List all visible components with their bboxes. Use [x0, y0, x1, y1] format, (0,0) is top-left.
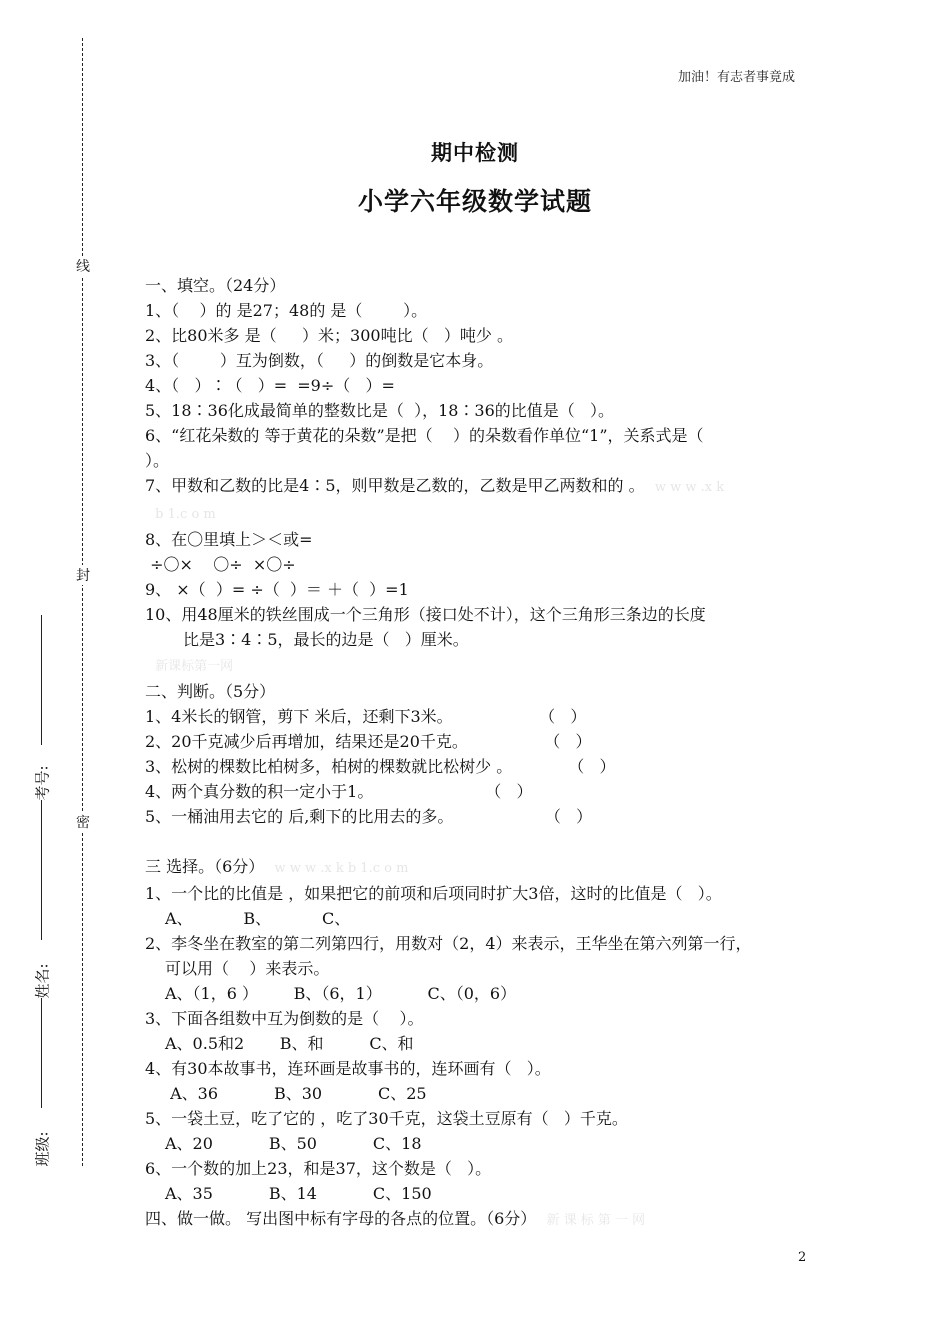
exam-line [145, 1206, 815, 1233]
exam-line [145, 829, 815, 854]
exam-line-text: 比是3∶4∶5，最长的边是（ ）厘米。 [183, 630, 469, 649]
exam-line [145, 981, 815, 1006]
page-title: 期中检测 [431, 140, 519, 165]
class-label: 班级: [33, 1131, 52, 1167]
exam-line [145, 881, 815, 906]
exam-line-text: 3、（ ）互为倒数，（ ）的倒数是它本身。 [145, 351, 494, 370]
exam-line-text: 8、在〇里填上＞＜或= [145, 530, 313, 549]
name-label: 姓名: [33, 963, 52, 999]
exam-line-text: 3、下面各组数中互为倒数的是（ ）。 [145, 1009, 424, 1028]
header-motto: 加油！有志者事竟成 [678, 70, 796, 85]
exam-line [145, 398, 815, 423]
exam-line [145, 323, 815, 348]
exam-no-label: 考号: [33, 765, 52, 801]
exam-line [145, 1106, 815, 1131]
exam-line [145, 527, 815, 552]
exam-line [145, 552, 815, 577]
exam-line-text: 6、一个数的加上23，和是37，这个数是（ ）。 [145, 1159, 492, 1178]
exam-line-text: A、0.5和2 B、和 C、和 [165, 1034, 414, 1053]
exam-line-text: A、 B、 C、 [165, 909, 351, 928]
seal-char-mi: 密 [75, 812, 91, 832]
exam-no-underline [41, 615, 42, 745]
exam-line [145, 298, 815, 323]
exam-line [145, 906, 815, 931]
exam-line [145, 1181, 815, 1206]
exam-line-text: 1、（ ）的 是27；48的 是（ ）。 [145, 301, 428, 320]
exam-line-text: 9、 ×（ ）= ÷（ ）＝ ＋（ ）=1 [145, 580, 409, 599]
exam-line [145, 500, 815, 527]
exam-line [145, 423, 815, 448]
seal-char-feng: 封 [75, 565, 91, 585]
exam-line-text: A、35 B、14 C、150 [165, 1184, 432, 1203]
exam-line [145, 652, 815, 679]
exam-line [145, 448, 815, 473]
exam-line-text: 10、用48厘米的铁丝围成一个三角形（接口处不计），这个三角形三条边的长度 [145, 605, 706, 624]
watermark-text: b 1.c o m [155, 507, 216, 522]
exam-line [145, 348, 815, 373]
exam-line [145, 679, 815, 704]
exam-line-text: 2、李冬坐在教室的第二列第四行，用数对（2，4）来表示，王华坐在第六列第一行， [145, 934, 752, 953]
exam-line [145, 779, 815, 804]
exam-line-text: 三 选择。（6分） [145, 857, 265, 876]
exam-line [145, 804, 815, 829]
exam-line [145, 473, 815, 500]
exam-line [145, 373, 815, 398]
exam-line-text: A、（1，6 ） B、（6，1） C、（0，6） [165, 984, 517, 1003]
exam-line [145, 1156, 815, 1181]
exam-line-text: 4、有30本故事书，连环画是故事书的，连环画有（ ）。 [145, 1059, 551, 1078]
exam-line [145, 1131, 815, 1156]
exam-line [145, 1081, 815, 1106]
exam-line-text: 5、一桶油用去它的 后,剩下的比用去的多。 （ ） [145, 807, 593, 826]
exam-line-text: 1、4米长的钢管，剪下 米后，还剩下3米。 （ ） [145, 707, 587, 726]
exam-line [145, 273, 815, 298]
exam-line [145, 931, 815, 956]
watermark-text: w w w .x k b 1.c o m [274, 861, 409, 876]
exam-line-text: 5、18∶36化成最简单的整数比是（ ），18∶36的比值是（ ）。 [145, 401, 615, 420]
exam-line [145, 956, 815, 981]
exam-line-text: 5、一袋土豆，吃了它的 ，吃了30千克，这袋土豆原有（ ）千克。 [145, 1109, 628, 1128]
exam-line-text: 一、填空。（24分） [145, 276, 286, 295]
exam-line [145, 854, 815, 881]
exam-line-text: 3、松树的棵数比柏树多，柏树的棵数就比松树少 。 （ ） [145, 757, 616, 776]
exam-line-text: 4、（ ）∶（ ）= =9÷（ ）= [145, 376, 395, 395]
exam-line-text: 4、两个真分数的积一定小于1。 （ ） [145, 782, 533, 801]
exam-content [145, 273, 815, 1233]
exam-line-text: 2、20千克减少后再增加，结果还是20千克。 （ ） [145, 732, 592, 751]
exam-line-text: 1、一个比的比值是 ，如果把它的前项和后项同时扩大3倍，这时的比值是（ ）。 [145, 884, 722, 903]
exam-line-text: ）。 [145, 451, 170, 470]
exam-line [145, 754, 815, 779]
exam-line [145, 1056, 815, 1081]
exam-line-text: 可以用（ ）来表示。 [165, 959, 330, 978]
exam-line-text: 7、甲数和乙数的比是4∶5，则甲数是乙数的，乙数是甲乙两数和的 。 [145, 476, 645, 495]
page-number: 2 [798, 1250, 807, 1265]
exam-line [145, 1031, 815, 1056]
exam-line [145, 1006, 815, 1031]
page-subtitle: 小学六年级数学试题 [357, 187, 592, 216]
exam-line-text: 二、判断。（5分） [145, 682, 276, 701]
exam-line [145, 602, 815, 627]
exam-line [145, 704, 815, 729]
exam-line-text: 四、做一做。 写出图中标有字母的各点的位置。（6分） [145, 1209, 537, 1228]
exam-line-text: ÷〇× 〇÷ ×〇÷ [145, 555, 296, 574]
name-underline [41, 800, 42, 940]
watermark-text: w w w .x k [654, 480, 725, 495]
exam-line-text: 6、“红花朵数的 等于黄花的朵数”是把（ ）的朵数看作单位“1”，关系式是（ [145, 426, 704, 445]
seal-char-xian: 线 [75, 256, 91, 276]
exam-line-text: A、36 B、30 C、25 [165, 1084, 427, 1103]
exam-line-text: 2、比80米多 是（ ）米；300吨比（ ）吨少 。 [145, 326, 513, 345]
watermark-text: 新课标第一网 [155, 659, 234, 674]
exam-line [145, 577, 815, 602]
exam-line [145, 627, 815, 652]
exam-line-text: A、20 B、50 C、18 [165, 1134, 422, 1153]
exam-line [145, 729, 815, 754]
class-underline [41, 998, 42, 1108]
watermark-text: 新 课 标 第 一 网 [546, 1213, 646, 1228]
